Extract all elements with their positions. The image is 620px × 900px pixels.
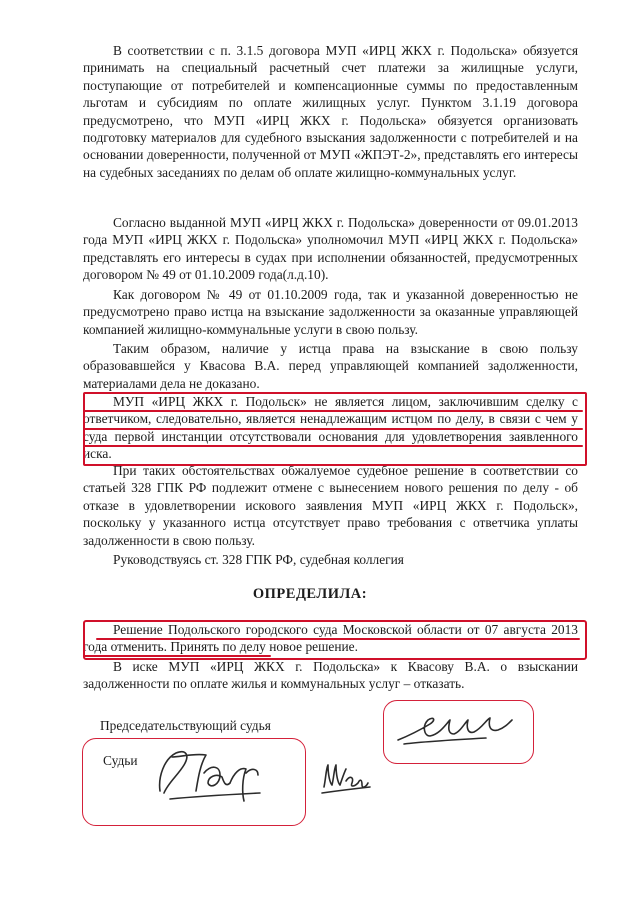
- paragraph-guided-by: Руководствуясь ст. 328 ГПК РФ, судебная коллегия: [113, 552, 404, 567]
- paragraph-not-proven: Таким образом, наличие у истца права на взыскание в свою пользу образовавшейся у Квасова В.А. перед управляющей компанией задолженности, материалами дела не доказано.: [83, 341, 578, 391]
- judges-label: Судьи: [103, 753, 138, 768]
- presiding-judge-signature: [390, 706, 520, 754]
- paragraph-power-of-attorney: Согласно выданной МУП «ИРЦ ЖКХ г. Подольска» доверенности от 09.01.2013 года МУП «ИРЦ ЖКХ г. Подольска» уполномочил МУП «ИРЦ ЖКХ г. Подольска» представлять его интересы в судах при исполнении обязанностей, предусмотренных договором № 49 от 01.10.2009 года(л.д.10).: [83, 215, 578, 283]
- judge-signature-2: [318, 757, 374, 801]
- presiding-judge-label: Председательствующий судья: [100, 718, 271, 733]
- paragraph-decision-refuse: В иске МУП «ИРЦ ЖКХ г. Подольска» к Квасову В.А. о взыскании задолженности по оплате жилья и коммунальных услуг – отказать.: [83, 659, 578, 692]
- paragraph-contract-terms: В соответствии с п. 3.1.5 договора МУП «ИРЦ ЖКХ г. Подольска» обязуется принимать на специальный расчетный счет платежи за жилищные услуги, поступающие от потребителей и компенсационные суммы по предоставленным льготам и субсидиям по оплате жилищных услуг. Пунктом 3.1.19 договора предусмотрено, что МУП «ИРЦ ЖКХ г. Подольска» обязуется организовать подготовку материалов для судебного взыскания задолженности с потребителей и на основании доверенности, полученной от МУП «ЖПЭТ-2», представлять его интересы на судебных заседаниях по делам об оплате жилищно-коммунальных услуг.: [83, 43, 578, 180]
- paragraph-no-right: Как договором № 49 от 01.10.2009 года, так и указанной доверенностью не предусмотрено право истца на взыскание задолженности за оказанные управляющей компанией жилищно-коммунальные услуги в свою пользу.: [83, 287, 578, 337]
- ruling-heading: ОПРЕДЕЛИЛА:: [252, 586, 368, 602]
- paragraph-improper-plaintiff: МУП «ИРЦ ЖКХ г. Подольск» не является лицом, заключившим сделку с ответчиком, следовательно, является ненадлежащим истцом по делу, в связи с чем у суда первой инстанции отсутствовали основания для удовлетворения заявленного иска.: [83, 394, 578, 462]
- judge-signature-1: [150, 743, 270, 809]
- paragraph-circumstances: При таких обстоятельствах обжалуемое судебное решение в соответствии со статьей 328 ГПК РФ подлежит отмене с вынесением нового решения по делу - об отказе в удовлетворении искового заявления МУП «ИРЦ ЖКХ г. Подольск», поскольку у указанного истца отсутствует право требования с ответчика уплаты задолженности в свою пользу.: [83, 463, 578, 548]
- paragraph-decision-cancel: Решение Подольского городского суда Московской области от 07 августа 2013 года отменить. Принять по делу новое решение.: [83, 622, 578, 655]
